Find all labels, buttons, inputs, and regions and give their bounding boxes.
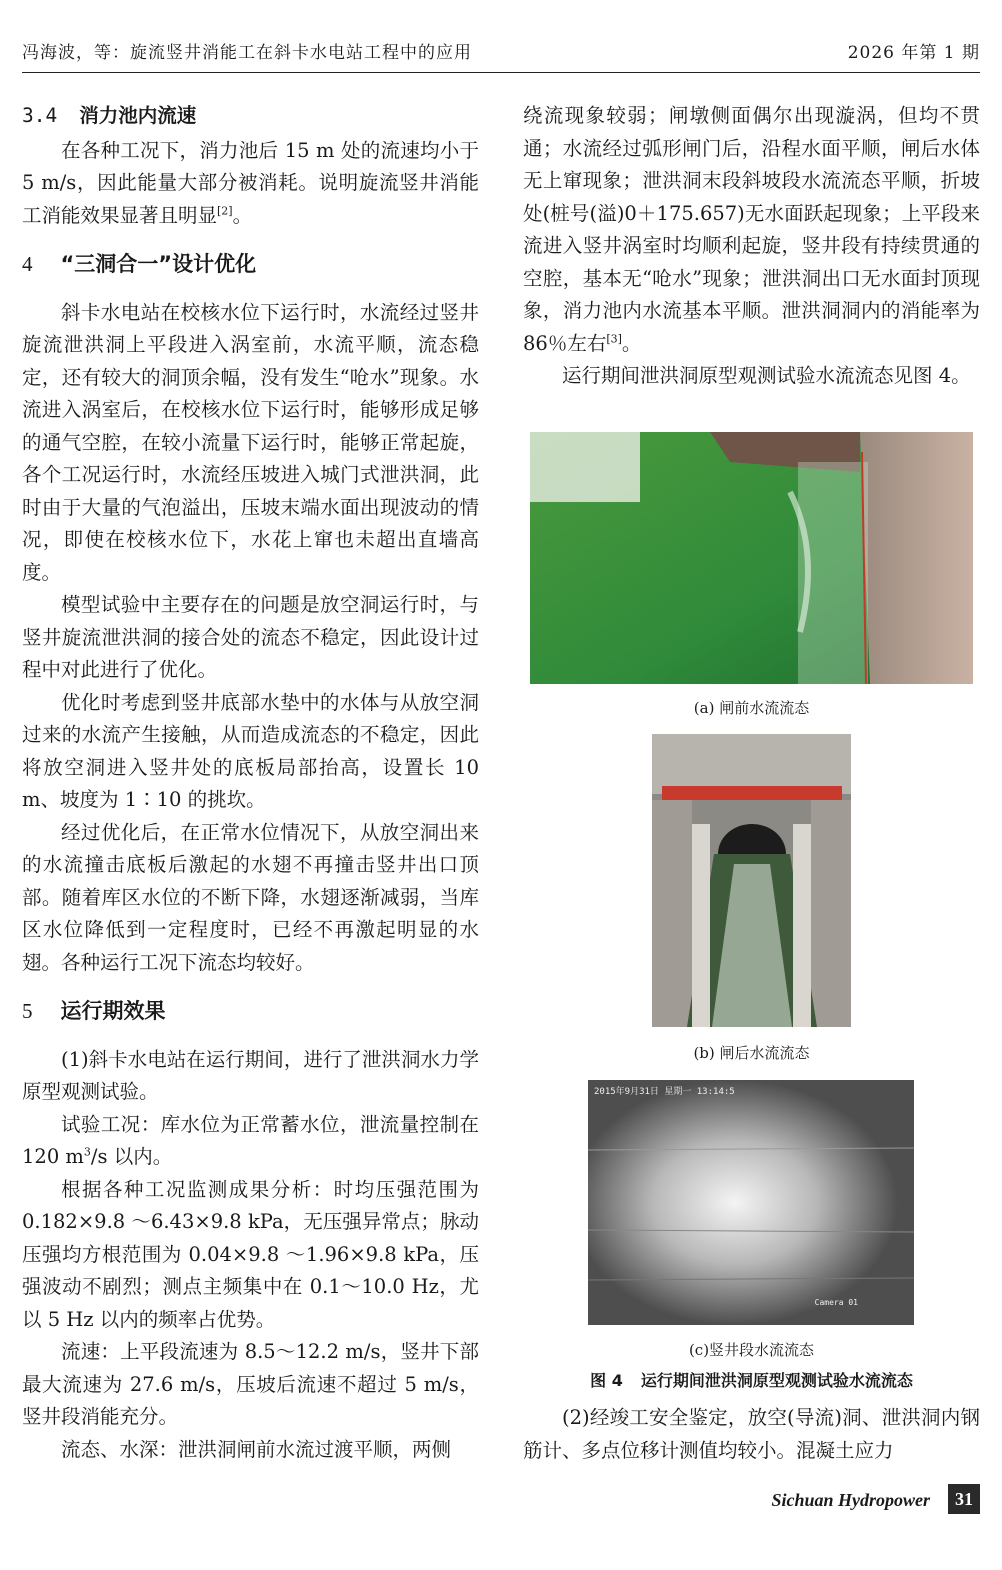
- header-authors-title: 冯海波，等：旋流竖井消能工在斜卡水电站工程中的应用: [22, 43, 472, 63]
- section-5-heading: [22, 995, 479, 1028]
- shaft-flow-camera-image: [588, 1080, 914, 1325]
- left-column: [22, 100, 479, 1466]
- section-title: 消力池内流速: [79, 104, 197, 127]
- paragraph: [523, 100, 980, 360]
- paragraph: 斜卡水电站在校核水位下运行时，水流经过竖井旋流泄洪洞上平段进入涡室前，水流平顺，流态稳定，还有较大的洞顶余幅，没有发生“呛水”现象。水流进入涡室后，在校核水位下运行时，能够形成足够的通气空腔，在较小流量下运行时，能够正常起旋，各个工况运行时，水流经压坡进入城门式泄洪洞，此时由于大量的气泡溢出，压坡末端水面出现波动的情况，即使在校核水位下，水花上窜也未超出直墙高度。: [22, 300, 479, 584]
- paragraph: 经过优化后，在正常水位情况下，从放空洞出来的水流撞击底板后激起的水翅不再撞击竖井出口顶部。随着库区水位的不断下降，水翅逐渐减弱，当库区水位降低到一定程度时，已经不再激起明显的水翅。各种运行工况下流态均较好。: [22, 820, 479, 974]
- header-rule: [22, 72, 980, 73]
- section-title: 运行期效果: [60, 999, 166, 1023]
- paragraph: 流速：上平段流速为 8.5～12.2 m/s，竖井下部最大流速为 27.6 m/s，压坡后流速不超过 5 m/s，竖井段消能充分。: [22, 1340, 479, 1428]
- paragraph: (1)斜卡水电站在运行期间，进行了泄洪洞水力学原型观测试验。: [22, 1047, 479, 1103]
- citation[interactable]: [2]: [217, 204, 233, 217]
- paragraph: [22, 135, 479, 233]
- superscript: 3: [83, 1145, 91, 1159]
- figure-4b-caption: (b) 闸后水流流态: [693, 1044, 810, 1062]
- paragraph: [22, 1109, 479, 1174]
- figure-4-title: [523, 1368, 980, 1391]
- paragraph: (2)经竣工安全鉴定，放空(导流)洞、泄洪洞内钢筋计、多点位移计测值均较小。混凝土应力: [523, 1406, 980, 1462]
- figure-4a-caption: (a) 闸前水流流态: [693, 699, 810, 717]
- paragraph: 优化时考虑到竖井底部水垫中的水体与从放空洞过来的水流产生接触，从而造成流态的不稳定，因此将放空洞进入竖井处的底板局部抬高，设置长 10 m、坡度为 1∶10 的挑坎。: [22, 690, 479, 811]
- header-issue: 2026 年第 1 期: [847, 43, 980, 63]
- page-number: 31: [948, 1484, 980, 1514]
- journal-name: Sichuan Hydropower: [771, 1490, 930, 1510]
- gate-rear-flow-image: [652, 734, 851, 1027]
- paragraph-text: 绕流现象较弱；闸墩侧面偶尔出现漩涡，但均不贯通；水流经过弧形闸门后，沿程水面平顺，闸后水体无上窜现象；泄洪洞末段斜坡段水流流态平顺，折坡处(桩号(溢)0＋175.657)无水面跃起现象；上平段来流进入竖井涡室时均顺利起旋，竖井段有持续贯通的空腔，基本无“呛水”现象；泄洪洞出口无水面封顶现象，消力池内水流基本平顺。泄洪洞洞内的消能率为 86％左右: [523, 104, 980, 355]
- figure-number: 图 4: [590, 1371, 623, 1390]
- section-3-4-heading: [22, 100, 479, 133]
- paragraph-text: 试验工况：库水位为正常蓄水位，泄流量控制在 120 m: [22, 1112, 479, 1168]
- camera-timestamp: 2015年9月31日 星期一 13:14:5: [594, 1087, 735, 1097]
- section-title: “三洞合一”设计优化: [60, 252, 257, 276]
- figure-4b-photo: [652, 734, 851, 1027]
- gate-front-flow-image: [530, 432, 973, 684]
- paragraph-text: /s 以内。: [90, 1145, 173, 1168]
- paragraph-text: 在各种工况下，消力池后 15 m 处的流速均小于 5 m/s，因此能量大部分被消耗。说明旋流竖井消能工消能效果显著且明显: [22, 138, 479, 227]
- right-column-top: [523, 100, 980, 393]
- citation[interactable]: [3]: [606, 332, 622, 345]
- section-number: 5: [22, 999, 33, 1023]
- paragraph: 模型试验中主要存在的问题是放空洞运行时，与竖井旋流泄洪洞的接合处的流态不稳定，因此设计过程中对此进行了优化。: [22, 593, 479, 681]
- section-number: 4: [22, 252, 33, 276]
- camera-label: Camera 01: [814, 1298, 858, 1307]
- right-column-bottom: [523, 1402, 980, 1467]
- paragraph: 运行期间泄洪洞原型观测试验水流流态见图 4。: [562, 364, 971, 387]
- figure-4a-photo: [530, 432, 973, 684]
- paragraph-text: 。: [232, 203, 253, 227]
- paragraph: 根据各种工况监测成果分析：时均压强范围为 0.182×9.8 ～6.43×9.8 kPa，无压强异常点；脉动压强均方根范围为 0.04×9.8 ～1.96×9.8 kPa，压强波动不剧烈；测点主频集中在 0.1～10.0 Hz，尤以 5 Hz 以内的频率占优势。: [22, 1177, 479, 1331]
- figure-4c-caption: (c)竖井段水流流态: [688, 1341, 815, 1359]
- section-4-heading: [22, 248, 479, 281]
- running-header: [22, 38, 980, 63]
- figure-title-text: 运行期间泄洪洞原型观测试验水流流态: [640, 1371, 913, 1390]
- paragraph: 流态、水深：泄洪洞闸前水流过渡平顺，两侧: [61, 1437, 452, 1461]
- figure-4c-photo: [588, 1080, 914, 1325]
- section-number: 3.4: [22, 104, 58, 127]
- paragraph-text: 。: [621, 331, 642, 355]
